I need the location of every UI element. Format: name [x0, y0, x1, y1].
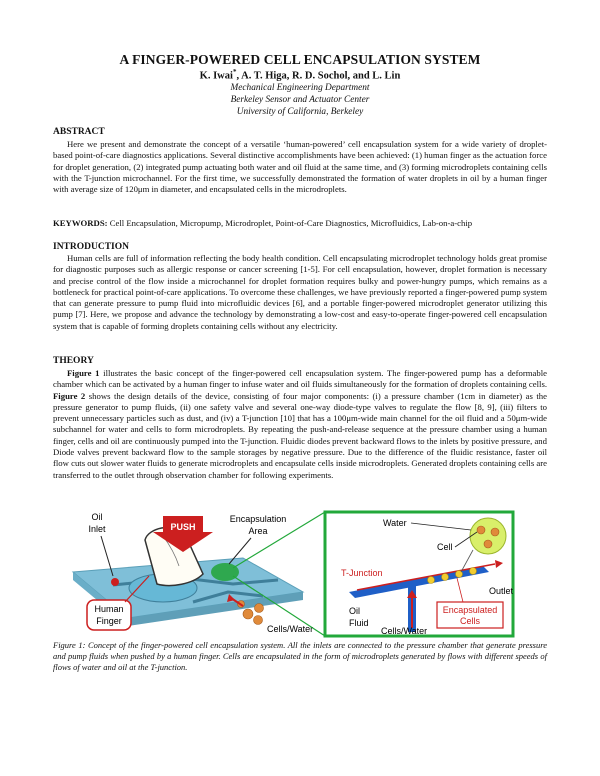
oil-inlet-dot: [111, 578, 119, 586]
theory-text-part2: shows the design details of the device, consisting of four major components: (i) a pressure chamber (1cm in diameter) as the pressure generator to pump fluids, (ii) one safety valve and several one-way diode-type valves to regulate the flow [8, 9], (iii) filters to prevent unnecessary particles such as dust, and (iv) a T-junction [10] that has a 100μm-wide main channel for the oil fluid and a 50μm-wide subchannel for water and cells to form microdroplets. By repeating the push-and-release sequence at the pressure chamber using a human finger, cells and oil are continuously pumped into the T-junction. Fluidic diodes prevent backward flows to the inlets by positive pressure, and Diode valves prevent backward flow to the sample storages by negative pressure. Due to the difference of the fluidic resistance, faster oil flow cuts out slower water fluids to generate microdroplets and encapsulate cells inside microdroplets. Generated droplets containing cells are transferred to the outlet through observation chamber for following experiments.: [53, 390, 548, 480]
oil-fluid-label-2: Fluid: [349, 618, 369, 628]
affiliation-center: Berkeley Sensor and Actuator Center: [230, 95, 370, 105]
oil-fluid-label-1: Oil: [349, 606, 360, 616]
cells-water-label-left: Cells/Water: [267, 624, 314, 634]
affiliation-dept: Mechanical Engineering Department: [230, 83, 370, 93]
theory-heading: THEORY: [53, 356, 94, 366]
droplet: [442, 574, 449, 581]
droplet: [470, 568, 477, 575]
human-finger-label-1: Human: [94, 604, 124, 614]
outlet-label: Outlet: [489, 586, 514, 596]
affiliation-univ: University of California, Berkeley: [236, 107, 364, 117]
human-finger-label-2: Finger: [96, 616, 122, 626]
corresponding-mark: *: [232, 68, 237, 76]
figure-1: [53, 510, 547, 638]
keywords-label: KEYWORDS:: [53, 218, 108, 228]
droplet-cell: [491, 528, 499, 536]
droplet-cell: [484, 540, 492, 548]
first-author: K. Iwai: [199, 70, 233, 82]
abstract-heading: ABSTRACT: [53, 127, 105, 137]
encap-area-label-2: Area: [248, 526, 268, 536]
figure2-ref: Figure 2: [53, 390, 86, 401]
abstract-text: Here we present and demonstrate the concept of a versatile ‘human-powered’ cell encapsulation system for a wide variety of droplet-based point-of-care diagnostics applications. Several distinctive accomplishments have been achieved: (1) human finger as the actuation force for droplet generation, (2) integrated pump actuating both water and oil fluid at the same time, and (3) forming microdroplets containing cells with the T-junction microchannel. For the first time, we successfully demonstrated the formation of water droplets in oil by a human finger with average size of 120μm in diameter, and encapsulated cells in the microdroplets.: [53, 139, 547, 195]
figure-1-caption: Figure 1: Concept of the finger-powered cell encapsulation system. All the inlets are connected to the pressure chamber that generate pressure and pump fluids when pushed by a human finger. Cells are encapsulated in the form of microdroplets generated by flows with different speeds of flows of water and oil at the T-junction.: [53, 640, 547, 673]
keywords-line: [53, 218, 547, 229]
paper-title: A FINGER-POWERED CELL ENCAPSULATION SYSTEM: [119, 52, 481, 67]
tjunction-label: T-Junction: [341, 568, 383, 578]
keywords-text: Cell Encapsulation, Micropump, Microdroplet, Point-of-Care Diagnostics, Microfluidics, Lab-on-a-chip: [109, 218, 473, 228]
encapsulated-cells-label-1: Encapsulated: [442, 605, 498, 615]
cell-label: Cell: [437, 542, 453, 552]
oil-inlet-label-2: Inlet: [88, 524, 106, 534]
other-authors: , A. T. Higa, R. D. Sochol, and L. Lin: [236, 70, 401, 82]
figure1-ref: Figure 1: [67, 368, 100, 378]
water-label: Water: [383, 518, 407, 528]
encapsulated-cells-label-2: Cells: [459, 616, 481, 626]
oil-inlet-label-1: Oil: [91, 512, 103, 522]
droplet: [428, 577, 435, 584]
author-list: [0, 68, 600, 82]
cells-water-label-right: Cells/Water: [381, 626, 428, 636]
theory-text: [53, 368, 547, 481]
encapsulation-dome: [211, 563, 239, 581]
theory-text-part1: illustrates the basic concept of the finger-powered cell encapsulation system. The finger-powered pump has a deformable chamber which can be activated by a human finger to infuse water and oil fluids simultaneously for the formation of droplets containing cells.: [53, 368, 547, 390]
introduction-text: Human cells are full of information reflecting the body health condition. Cell encapsulating microdroplet technology holds great promise for diagnostic purposes such as allergic response or cancer screening [1-5]. For cell encapsulation, however, droplet formation is necessary and precise control of the flow inside a microchannel for droplet formation requires bulky and power-hungry pumps, which remains as a bottleneck for practical point-of-care applications. To overcome these challenges, we have previously reported a finger-powered pump system that can generate pressure to pump fluid into microfluidic devices [6], and a portable finger-powered microdroplet generator utilizing this pump [7]. Here, we propose and advance the technology by demonstrating a low-cost and easy-to-operate finger-powered cell encapsulation system that is capable of forming droplets containing cells without any electricity.: [53, 253, 547, 331]
magnified-droplet: [470, 518, 506, 554]
figure-1-svg: [53, 510, 547, 638]
encap-area-label-1: Encapsulation: [229, 514, 287, 524]
tjunction-zoom: [325, 512, 514, 636]
droplet-cell: [477, 526, 485, 534]
device-illustration: [73, 512, 325, 636]
push-label: PUSH: [170, 522, 196, 532]
introduction-heading: INTRODUCTION: [53, 242, 130, 252]
